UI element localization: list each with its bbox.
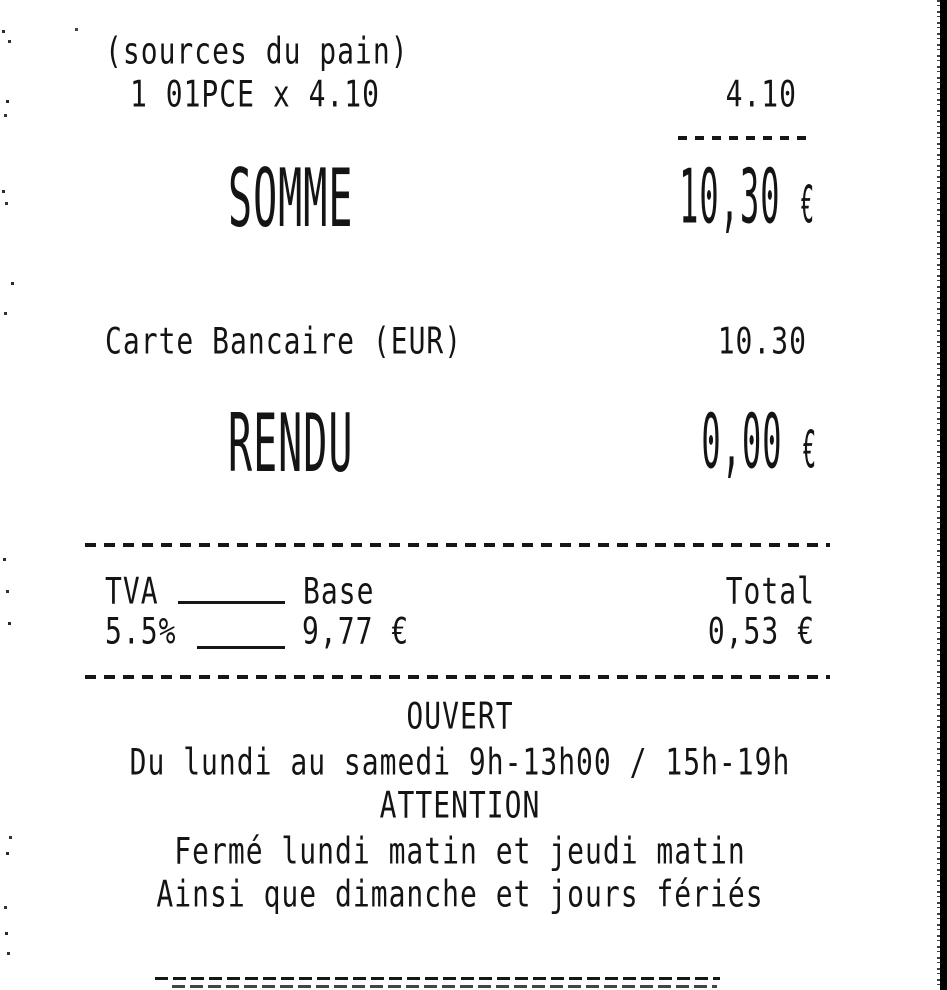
attention-title-text: ATTENTION [379, 783, 541, 827]
open-title-text: OUVERT [406, 694, 514, 738]
attention-title [0, 783, 920, 827]
tax-total-amount [707, 609, 815, 653]
opening-hours [0, 740, 920, 784]
item-quantity-line [130, 72, 381, 116]
payment-amount-text: 10.30 [717, 319, 807, 363]
dashed-separator-top [85, 543, 830, 547]
item-note [105, 29, 409, 73]
closed-notice-line2 [0, 872, 920, 916]
closed-notice-line2-text: Ainsi que dimanche et jours fériés [156, 872, 764, 916]
closed-notice-line1-text: Fermé lundi matin et jeudi matin [174, 829, 746, 873]
item-note-text: (sources du pain) [105, 29, 409, 73]
tax-header-total-text: Total [725, 569, 815, 613]
tax-header-tva [105, 569, 159, 613]
scan-speckles [2, 30, 5, 33]
tax-header-total [725, 569, 815, 613]
tax-base-amount [302, 609, 410, 653]
tax-header-tva-text: TVA [105, 569, 159, 613]
rendu-label-text: RENDU [228, 399, 354, 491]
tax-header-underline [178, 601, 285, 604]
rendu-amount-value: 0,00 [701, 396, 783, 487]
somme-label [228, 154, 354, 246]
item-quantity-text: 1 01PCE x 4.10 [130, 72, 381, 116]
bottom-dashed-line-1 [155, 977, 720, 980]
open-title [0, 694, 920, 738]
payment-method [105, 319, 463, 363]
euro-sign: € [800, 177, 815, 237]
tax-rate [105, 609, 177, 653]
dashed-separator-bottom [85, 675, 830, 679]
tax-base-amount-text: 9,77 € [302, 609, 410, 653]
payment-method-text: Carte Bancaire (EUR) [105, 319, 463, 363]
tax-header-base-text: Base [303, 569, 375, 613]
rendu-label [228, 399, 354, 491]
somme-label-text: SOMME [228, 154, 354, 246]
euro-sign: € [802, 422, 817, 482]
tax-rate-text: 5.5% [105, 609, 177, 653]
item-amount-text: 4.10 [725, 72, 797, 116]
payment-amount [717, 319, 807, 363]
rendu-amount [701, 396, 817, 487]
closed-notice-line1 [0, 829, 920, 873]
item-amount [725, 72, 797, 116]
opening-hours-text: Du lundi au samedi 9h-13h00 / 15h-19h [129, 740, 791, 784]
subtotal-dashed-line [678, 136, 810, 140]
scan-edge-strip [940, 0, 947, 990]
somme-amount-value: 10,30 [679, 151, 781, 242]
tax-row-underline [197, 646, 285, 649]
bottom-dashed-line-2 [172, 985, 717, 988]
tax-header-base [303, 569, 375, 613]
somme-amount [679, 151, 815, 242]
tax-total-amount-text: 0,53 € [707, 609, 815, 653]
